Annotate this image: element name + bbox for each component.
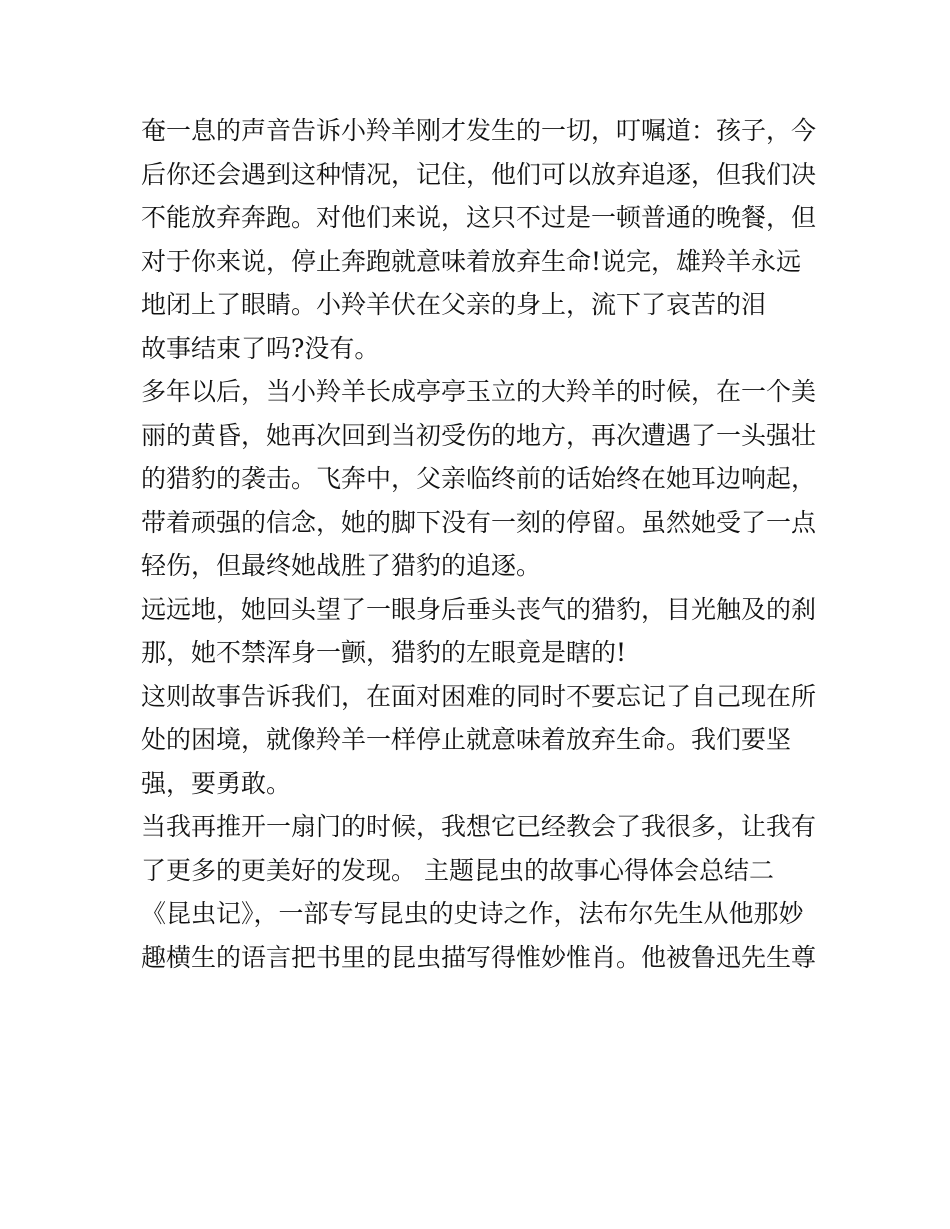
text-line: 当我再推开一扇门的时候，我想它已经教会了我很多，让我有 <box>141 812 817 841</box>
text-line: 轻伤，但最终她战胜了猎豹的追逐。 <box>141 551 542 580</box>
text-line: 对于你来说，停止奔跑就意味着放弃生命!说完，雄羚羊永远 <box>141 246 802 276</box>
text-line: 不能放弃奔跑。对他们来说，这只不过是一顿普通的晚餐，但 <box>141 203 817 232</box>
text-line: 多年以后，当小羚羊长成亭亭玉立的大羚羊的时候，在一个美 <box>141 377 817 406</box>
text-line: 处的困境，就像羚羊一样停止就意味着放弃生命。我们要坚 <box>141 725 792 754</box>
text-line: 强，要勇敢。 <box>141 768 292 798</box>
text-line: 了更多的更美好的发现。 主题昆虫的故事心得体会总结二 <box>141 855 774 885</box>
text-line: 后你还会遇到这种情况，记住，他们可以放弃追逐，但我们决 <box>141 159 817 189</box>
text-line: 远远地，她回头望了一眼身后垂头丧气的猎豹，目光触及的刹 <box>141 594 817 624</box>
text-line: 丽的黄昏，她再次回到当初受伤的地方，再次遭遇了一头强壮 <box>141 420 817 450</box>
text-line: 地闭上了眼睛。小羚羊伏在父亲的身上，流下了哀苦的泪 <box>141 290 767 319</box>
text-line: 趣横生的语言把书里的昆虫描写得惟妙惟肖。他被鲁迅先生尊 <box>141 942 817 972</box>
text-line: 《昆虫记》，一部专写昆虫的史诗之作，法布尔先生从他那妙 <box>141 899 804 928</box>
text-line: 带着顽强的信念，她的脚下没有一刻的停留。虽然她受了一点 <box>141 507 817 537</box>
text-line: 故事结束了吗?没有。 <box>141 333 380 363</box>
text-line: 那，她不禁浑身一颤，猎豹的左眼竟是瞎的! <box>141 638 627 667</box>
text-line: 的猎豹的袭击。飞奔中，父亲临终前的话始终在她耳边响起， <box>141 464 817 493</box>
body-text <box>141 109 821 979</box>
text-line: 奄一息的声音告诉小羚羊刚才发生的一切，叮嘱道：孩子，今 <box>141 116 817 145</box>
text-line: 这则故事告诉我们，在面对困难的同时不要忘记了自己现在所 <box>141 681 817 711</box>
